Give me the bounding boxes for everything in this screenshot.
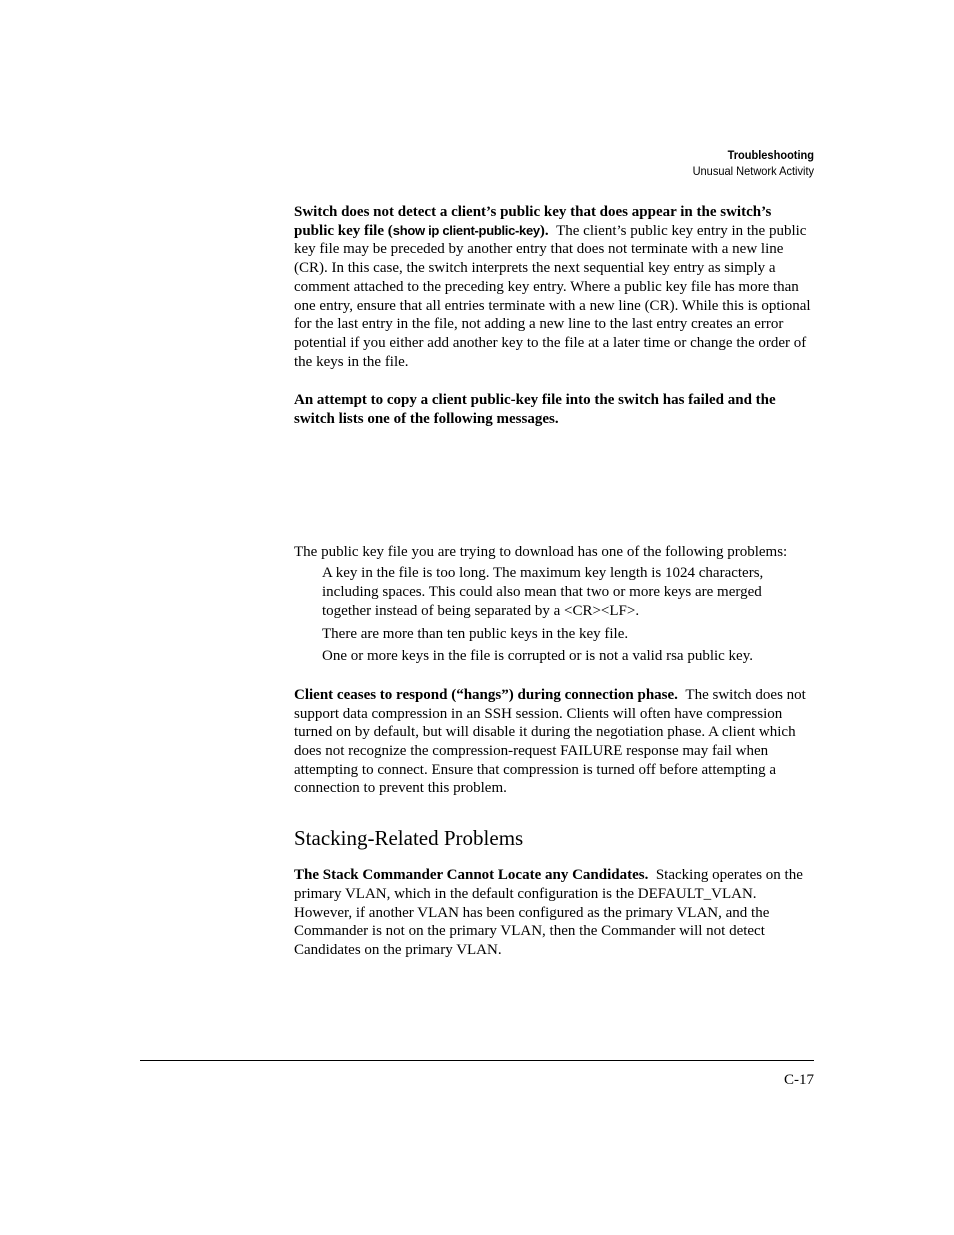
paragraph-copy-failed: An attempt to copy a client public-key file into the switch has failed and the switch lists one of the following messages. [294,392,776,428]
paragraph-body: The switch does not support data compression in an SSH session. Clients will often have compression turned on by default, but will disable it during the negotiation phase. A client which does not recognize the compression-request FAILURE response may fail when attempting to connect. Ensure that compression is turned off before attempting a connection to prevent this problem. [294,686,806,797]
running-header [693,147,814,179]
problem-list [294,564,814,666]
lead-heading: Switch does not detect a client’s public key that does appear in the switch’s public key file ( [294,204,772,239]
page-number: C-17 [784,1072,814,1088]
paragraph-problems-intro: The public key file you are trying to download has one of the following problems: [294,543,788,560]
section-title: Unusual Network Activity [692,164,814,178]
paragraph-public-key-not-detected [294,203,814,371]
list-item: A key in the file is too long. The maximum key length is 1024 characters, including spaces. This could also mean that two or more keys are merged together instead of being separated by a <CR><LF>. [322,565,764,619]
paragraph-body: The client’s public key entry in the public key file may be preceded by another entry that does not terminate with a new line (CR). In this case, the switch interprets the next sequential key entry as simply a comment attached to the preceding key entry. Where a public key file has more than one entry, ensure that all entries terminate with a new line (CR). While this is optional for the last entry in the file, not adding a new line to the last entry creates an error potential if you either add another key to the file at a later time or change the order of the keys in the file. [294,222,811,370]
lead-heading: The Stack Commander Cannot Locate any Candidates. [294,867,649,884]
lead-heading: Client ceases to respond (“hangs”) during connection phase. [294,686,678,703]
paragraph-client-hangs [294,686,814,798]
lead-heading-end: ). [539,222,549,239]
main-content [294,203,814,960]
command-code: show ip client-public-key [392,222,540,238]
list-item: One or more keys in the file is corrupted or is not a valid rsa public key. [322,648,753,665]
section-heading: Stacking-Related Problems [294,826,524,851]
blank-gap [294,429,814,543]
paragraph-stack-commander [294,866,814,960]
chapter-title: Troubleshooting [727,148,814,162]
paragraph-body: Stacking operates on the primary VLAN, which in the default configuration is the DEFAULT_VLAN. However, if another VLAN has been configured as the primary VLAN, and the Commander is not on the primary VLAN, then the Commander will not detect Candidates on the primary VLAN. [294,867,803,958]
footer-rule [140,1060,814,1061]
list-item: There are more than ten public keys in the key file. [322,625,629,642]
